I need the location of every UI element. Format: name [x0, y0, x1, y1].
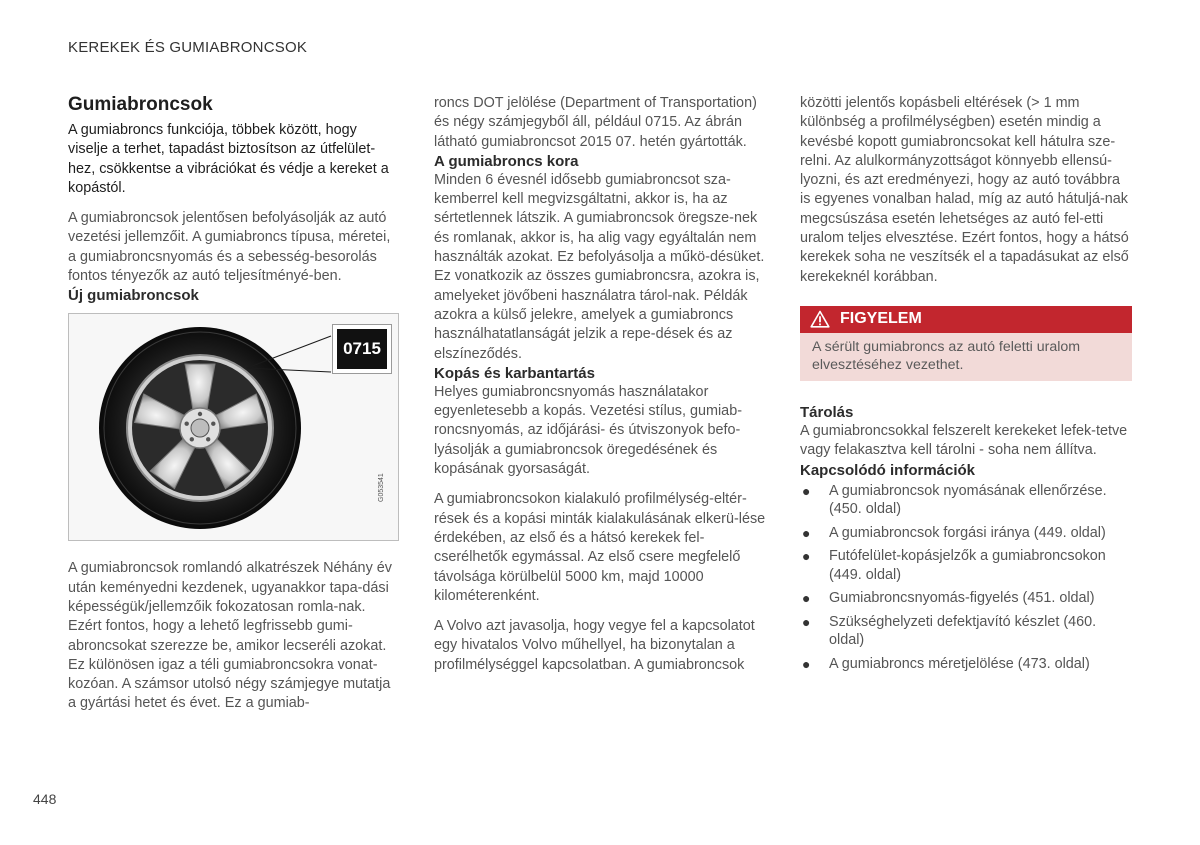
paragraph-perishable-parts: A gumiabroncsok romlandó alkatrészek Néhány év után keményedni kezdenek, ugyanakkor tapa-dási képességük/jellemzőik fokozatosan romla-nak. Ezért fontos, hogy a lehető legfrissebb gumi-abroncsokat szerezze be, amikor lecseréli azokat. Ez különösen igaz a téli gumiabroncsokra vonat-kozóan. A számsor utolsó négy számjegye mutatja a gyártási hetet és évet. Ez a gumiab- [68, 560, 392, 712]
list-item[interactable] [800, 655, 1132, 674]
column-3 [800, 94, 1132, 678]
subheading-new-tyres: Új gumiabroncsok [68, 287, 199, 305]
subheading-wear-maintenance: Kopás és karbantartás [434, 364, 595, 382]
related-link[interactable]: Szükséghelyzeti defektjavító készlet (460. oldal) [829, 613, 1097, 649]
list-item[interactable] [800, 547, 1132, 584]
paragraph-storage: A gumiabroncsokkal felszerelt kerekeket lefek-tetve vagy felakasztva kell tárolni - soha nem állítva. [800, 422, 1128, 459]
related-info-list [800, 482, 1132, 674]
column-1 [68, 94, 398, 714]
paragraph-wear-continuation: közötti jelentős kopásbeli eltérések (> 1 mm különbség a profilmélységben) esetén mindig a kevésbé kopott gumiabroncsokat kell hátulra sze-relni. Az alulkormányzottságot könnyebb ellensú-lyozni, és azt eredményezi, hogy az autó továbbra is egyenes vonalban halad, míg az autó hátuljá-nak megcsúszása esetén lehetséges az autó fel-etti uralom teljes elvesztése. Ezért fontos, hogy a hátsó kerekek soha ne veszítsék el a tapadásukat az első kerekeknél korábban. [800, 95, 1129, 285]
paragraph-dot-continuation: roncs DOT jelölése (Department of Transportation) és négy számjegyből áll, például 0715. Az ábrán látható gumiabroncsot 2015 07. hetén gyártották. [434, 95, 757, 150]
warning-box [800, 306, 1132, 381]
list-item[interactable] [800, 613, 1132, 650]
bullet-icon: ● [802, 655, 811, 672]
warning-triangle-icon [810, 310, 830, 328]
bullet-icon: ● [802, 482, 811, 499]
related-link[interactable]: A gumiabroncsok nyomásának ellenőrzése. (450. oldal) [829, 482, 1107, 518]
paragraph-driving-characteristics: A gumiabroncsok jelentősen befolyásolják az autó vezetési jellemzőit. A gumiabroncs típusa, méretei, a gumiabroncsnyomás és a sebesség-besorolás fontos tényezők az autó teljesítményé-ben. [68, 210, 391, 285]
list-item[interactable] [800, 482, 1132, 519]
running-header: KEREKEK ÉS GUMIABRONCSOK [68, 39, 308, 56]
page-number: 448 [33, 791, 57, 807]
warning-header [800, 306, 1132, 333]
section-title: Gumiabroncsok [68, 94, 213, 115]
list-item[interactable] [800, 524, 1132, 543]
warning-body [800, 333, 1132, 381]
subheading-related-info: Kapcsolódó információk [800, 461, 976, 479]
bullet-icon: ● [802, 590, 811, 607]
warning-title: FIGYELEM [840, 310, 922, 328]
tyre-illustration [68, 313, 399, 541]
paragraph-tyre-age: Minden 6 évesnél idősebb gumiabroncsot sza-kemberrel kell megvizsgáltatni, akkor is, ha az sértetlennek látszik. A gumiabroncsok öregsze-nek és romlanak, akkor is, ha alig vagy egyáltalán nem használták azokat. Ez befolyásolja a műkö-désüket. Ez vonatkozik az összes gumiabroncsra, azokra is, amelyeket jövőbeni használatra tárol-nak. Példák azokra a külső jelekre, amelyek a gumiabroncs használhatatlanságát jelzik a repe-dések és az elszíneződés. [434, 171, 765, 362]
subheading-storage: Tárolás [800, 403, 854, 421]
bullet-icon: ● [802, 524, 811, 541]
intro-paragraph: A gumiabroncs funkciója, többek között, hogy viselje a terhet, tapadást biztosítson az útfelület-hez, csökkentse a vibrációkat és védje a kereket a kopástól. [68, 122, 389, 196]
related-link[interactable]: Futófelület-kopásjelzők a gumiabroncsokon (449. oldal) [829, 548, 1106, 583]
dot-date-callout [332, 324, 392, 374]
paragraph-wear-2: A gumiabroncsokon kialakuló profilmélység-eltér-rések és a kopási minták kialakulásának elkerü-lése érdekében, az első és a hátsó kerekek fel-cserélhetők egymással. Az első csere megfelelő távolsága körülbelül 5000 km, majd 10000 kilométerenként. [434, 491, 766, 604]
related-link[interactable]: Gumiabroncsnyomás-figyelés (451. oldal) [829, 590, 1095, 607]
paragraph-wear-1: Helyes gumiabroncsnyomás használatakor egyenletesebb a kopás. Vezetési stílus, gumiab-roncsnyomás, az időjárási- és útviszonyok befo-lyásolják a gumiabroncsok öregedésének és kopásának gyorsaságát. [434, 383, 742, 478]
bullet-icon: ● [802, 548, 811, 565]
list-item[interactable] [800, 589, 1132, 608]
dot-date-code: 0715 [337, 329, 387, 369]
bullet-icon: ● [802, 613, 811, 630]
column-2 [434, 94, 770, 675]
related-link[interactable]: A gumiabroncsok forgási iránya (449. oldal) [829, 524, 1106, 541]
subheading-tyre-age: A gumiabroncs kora [434, 152, 579, 170]
related-link[interactable]: A gumiabroncs méretjelölése (473. oldal) [829, 655, 1090, 672]
warning-text: A sérült gumiabroncs az autó feletti uralom elvesztéséhez vezethet. [812, 338, 1081, 373]
figure-code: G053541 [378, 473, 385, 503]
paragraph-wear-3: A Volvo azt javasolja, hogy vegye fel a kapcsolatot egy hivatalos Volvo műhellyel, ha bizonytalan a profilmélységgel kapcsolatban. A gumiabroncsok [434, 618, 755, 673]
